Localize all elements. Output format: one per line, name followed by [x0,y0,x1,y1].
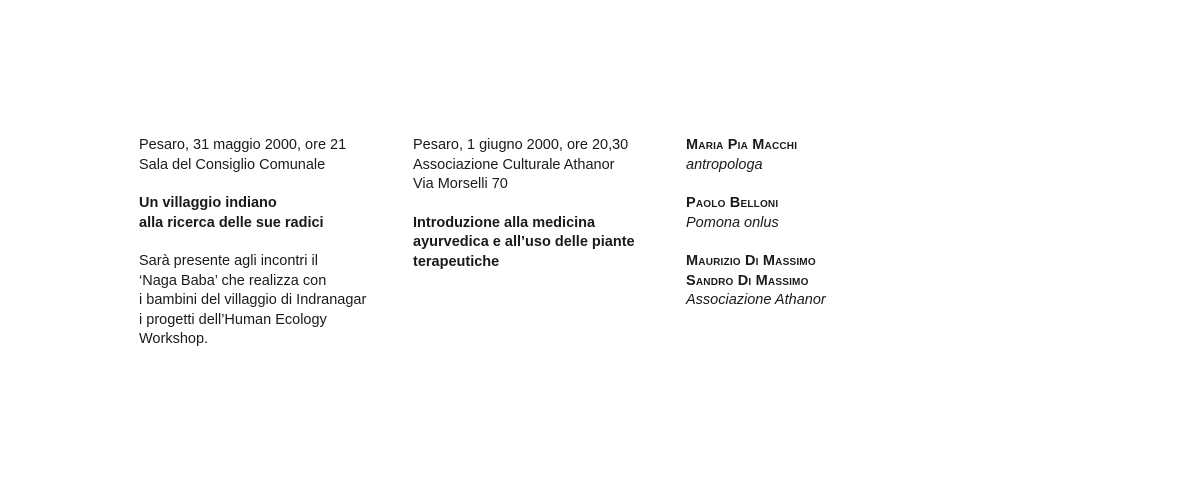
speaker-role: Associazione Athanor [686,292,826,308]
speakers-column [686,136,936,311]
event-2-address: Via Morselli 70 [413,176,508,192]
event-1-description-line-5: Workshop. [139,331,209,347]
event-1-venue: Sala del Consiglio Comunale [139,156,326,173]
event-1-place-date: Pesaro, 31 maggio 2000, ore 21 [139,137,347,153]
event-1-column [139,136,389,350]
event-1-description-line-1: Sarà presente agli incontri il [139,253,318,269]
speaker-name: Paolo Belloni [686,195,779,211]
event-1-description-line-3: i bambini del villaggio di Indranagar [139,292,367,308]
event-2-title-line-3: terapeutiche [413,253,500,270]
event-2-place-date: Pesaro, 1 giugno 2000, ore 20,30 [413,137,629,153]
speaker-role: antropologa [686,156,763,173]
speaker-name: Sandro Di Massimo [686,272,809,289]
event-2-title-line-2: ayurvedica e all’uso delle piante [413,234,635,250]
event-1-description-line-4: i progetti dell’Human Ecology [139,311,327,328]
speaker-name: Maurizio Di Massimo [686,253,816,269]
event-2-title-line-1: Introduzione alla medicina [413,214,596,231]
event-2-column [413,136,663,272]
event-1-title-line-2: alla ricerca delle sue radici [139,214,324,231]
speaker-role: Pomona onlus [686,214,779,231]
event-1-description-line-2: ‘Naga Baba’ che realizza con [139,272,327,289]
speaker-name: Maria Pia Macchi [686,137,798,153]
event-2-venue: Associazione Culturale Athanor [413,156,615,173]
event-1-title-line-1: Un villaggio indiano [139,195,277,211]
